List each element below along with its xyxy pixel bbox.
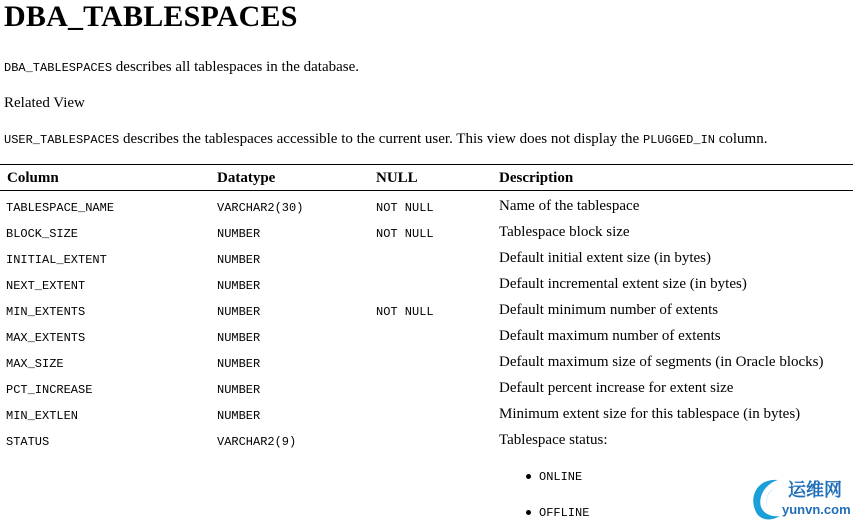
cell-datatype: NUMBER	[217, 383, 261, 397]
cell-column-name: STATUS	[6, 435, 50, 449]
cell-description: Name of the tablespace	[499, 198, 640, 214]
table-top-rule	[0, 164, 853, 165]
cell-column-name: MAX_SIZE	[6, 357, 64, 371]
related-view-heading: Related View	[4, 95, 85, 111]
cell-null: NOT NULL	[376, 227, 434, 241]
cell-column-name: BLOCK_SIZE	[6, 227, 79, 241]
header-description: Description	[499, 170, 574, 186]
cell-column-name: MAX_EXTENTS	[6, 331, 86, 345]
related-code-view: USER_TABLESPACES	[4, 133, 120, 147]
watermark-logo	[748, 472, 853, 523]
bullet-dot	[526, 474, 531, 479]
header-column: Column	[7, 170, 59, 186]
related-text-2: column.	[714, 131, 768, 147]
cell-description: Tablespace block size	[499, 224, 630, 240]
related-text-1: describes the tablespaces accessible to the current user. This view does not display the	[119, 131, 643, 147]
cell-datatype: VARCHAR2(9)	[217, 435, 297, 449]
cell-datatype: NUMBER	[217, 305, 261, 319]
related-code-column: PLUGGED_IN	[642, 133, 715, 147]
watermark-cn-text: 运维网	[788, 480, 842, 501]
watermark-url-text: yunvn.com	[782, 502, 851, 517]
cell-column-name: MIN_EXTENTS	[6, 305, 86, 319]
cell-column-name: MIN_EXTLEN	[6, 409, 79, 423]
header-datatype: Datatype	[217, 170, 276, 186]
cell-datatype: NUMBER	[217, 331, 261, 345]
cell-datatype: NUMBER	[217, 357, 261, 371]
page-title: DBA_TABLESPACES	[4, 0, 298, 33]
intro-paragraph	[4, 59, 359, 76]
cell-datatype: NUMBER	[217, 279, 261, 293]
cell-column-name: PCT_INCREASE	[6, 383, 93, 397]
header-null: NULL	[376, 170, 418, 186]
cell-null: NOT NULL	[376, 305, 434, 319]
cell-description: Default minimum number of extents	[499, 302, 719, 318]
status-value-offline: OFFLINE	[539, 506, 590, 520]
cell-datatype: NUMBER	[217, 409, 261, 423]
related-paragraph	[4, 131, 767, 148]
cell-description: Default initial extent size (in bytes)	[499, 250, 712, 266]
cell-datatype: VARCHAR2(30)	[217, 201, 304, 215]
cell-datatype: NUMBER	[217, 253, 261, 267]
table-header-rule	[0, 190, 853, 191]
cell-null: NOT NULL	[376, 201, 434, 215]
intro-text: describes all tablespaces in the database.	[112, 59, 360, 75]
cell-description: Default incremental extent size (in bytes)	[499, 276, 747, 292]
cell-column-name: NEXT_EXTENT	[6, 279, 86, 293]
cell-description: Minimum extent size for this tablespace (in bytes)	[499, 406, 801, 422]
bullet-dot	[526, 510, 531, 515]
intro-code: DBA_TABLESPACES	[4, 61, 113, 75]
cell-column-name: INITIAL_EXTENT	[6, 253, 107, 267]
cell-description: Default maximum number of extents	[499, 328, 721, 344]
status-value-online: ONLINE	[539, 470, 583, 484]
cell-description: Default maximum size of segments (in Oracle blocks)	[499, 354, 824, 370]
cell-datatype: NUMBER	[217, 227, 261, 241]
cell-description: Tablespace status:	[499, 432, 608, 448]
cell-column-name: TABLESPACE_NAME	[6, 201, 115, 215]
cell-description: Default percent increase for extent size	[499, 380, 734, 396]
